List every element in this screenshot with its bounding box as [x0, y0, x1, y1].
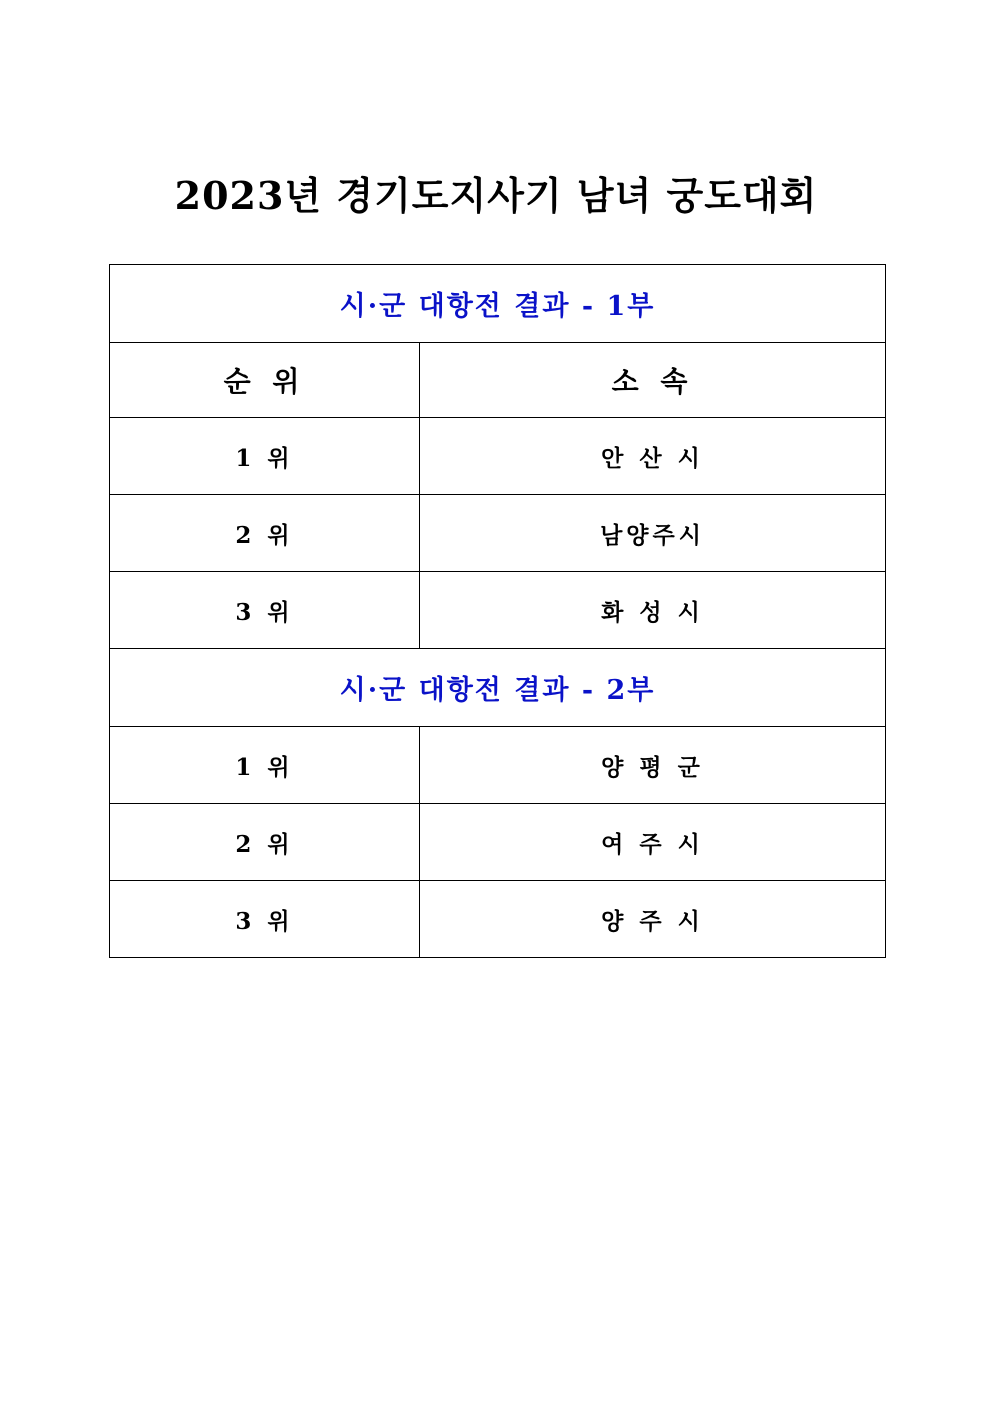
document-title: 2023년 경기도지사기 남녀 궁도대회: [174, 173, 818, 218]
section-title-1: 시·군 대항전 결과 - 1부: [110, 265, 886, 343]
affiliation-cell: 여 주 시: [420, 804, 886, 881]
rank-cell: 3 위: [110, 881, 420, 958]
rank-cell: 2 위: [110, 804, 420, 881]
section-title-row-2: [110, 649, 886, 727]
table-row: [110, 804, 886, 881]
table-row: [110, 572, 886, 649]
rank-cell: 2 위: [110, 495, 420, 572]
rank-cell: 3 위: [110, 572, 420, 649]
affiliation-cell: 양 평 군: [420, 727, 886, 804]
results-table: [109, 264, 886, 958]
table-header-row: [110, 343, 886, 418]
affiliation-header: 소 속: [420, 343, 886, 418]
table-row: [110, 418, 886, 495]
affiliation-cell: 양 주 시: [420, 881, 886, 958]
section-title-row-1: [110, 265, 886, 343]
affiliation-cell: 안 산 시: [420, 418, 886, 495]
table-row: [110, 727, 886, 804]
rank-header: 순 위: [110, 343, 420, 418]
rank-cell: 1 위: [110, 418, 420, 495]
affiliation-cell: 화 성 시: [420, 572, 886, 649]
rank-cell: 1 위: [110, 727, 420, 804]
affiliation-cell: 남양주시: [420, 495, 886, 572]
table-row: [110, 495, 886, 572]
section-title-2: 시·군 대항전 결과 - 2부: [110, 649, 886, 727]
table-row: [110, 881, 886, 958]
